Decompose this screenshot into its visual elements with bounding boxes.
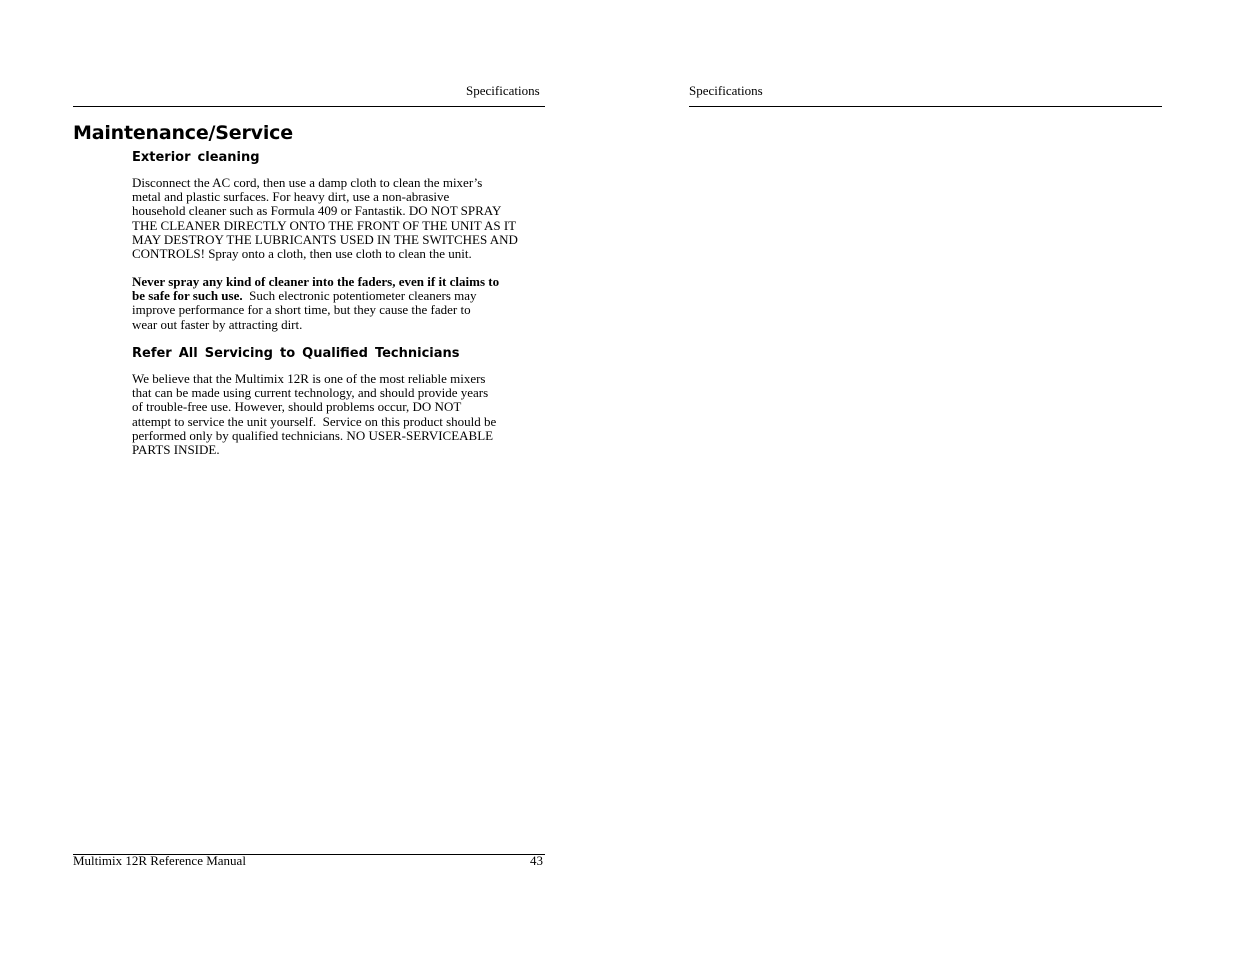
right-running-header: Specifications: [689, 83, 763, 98]
paragraph-line: [132, 289, 542, 303]
paragraph-line: that can be made using current technology, and should provide years: [132, 385, 489, 401]
paragraph-line: Disconnect the AC cord, then use a damp cloth to clean the mixer’s: [132, 175, 483, 190]
paragraph-line: [132, 275, 542, 289]
servicing-paragraph: [132, 372, 547, 457]
paragraph-line: We believe that the Multimix 12R is one of the most reliable mixers: [132, 371, 486, 386]
fader-warning-paragraph: [132, 275, 542, 332]
section-heading-exterior-cleaning: Exterior cleaning: [132, 150, 260, 165]
paragraph-line: CONTROLS! Spray onto a cloth, then use cloth to clean the unit.: [132, 246, 472, 262]
left-header-rule: [73, 106, 545, 107]
paragraph-line: performed only by qualified technicians. NO USER-SERVICEABLE: [132, 427, 494, 443]
paragraph-line: PARTS INSIDE.: [132, 442, 220, 458]
section-heading-servicing: Refer All Servicing to Qualified Technicians: [132, 346, 460, 361]
paragraph-line: attempt to service the unit yourself. Service on this product should be: [132, 413, 497, 429]
page-title: Maintenance/Service: [73, 122, 293, 144]
paragraph-line: MAY DESTROY THE LUBRICANTS USED IN THE SWITCHES AND: [132, 231, 518, 247]
left-running-header: Specifications: [466, 83, 540, 98]
warning-bold-text: be safe for such use.: [132, 288, 243, 304]
paragraph-line: metal and plastic surfaces. For heavy dirt, use a non-abrasive: [132, 189, 450, 205]
manual-title-footer: Multimix 12R Reference Manual: [73, 853, 246, 868]
paragraph-line: THE CLEANER DIRECTLY ONTO THE FRONT OF THE UNIT AS IT: [132, 217, 517, 233]
paragraph-line: improve performance for a short time, but they cause the fader to: [132, 302, 471, 318]
paragraph-line: of trouble-free use. However, should problems occur, DO NOT: [132, 399, 462, 415]
page-number: 43: [530, 853, 543, 868]
paragraph-line: household cleaner such as Formula 409 or Fantastik. DO NOT SPRAY: [132, 203, 502, 219]
warning-text: Such electronic potentiometer cleaners may: [242, 288, 477, 304]
paragraph-line: wear out faster by attracting dirt.: [132, 316, 303, 332]
warning-bold-text: Never spray any kind of cleaner into the faders, even if it claims to: [132, 274, 500, 289]
right-header-rule: [689, 106, 1162, 107]
exterior-cleaning-paragraph: [132, 176, 542, 261]
